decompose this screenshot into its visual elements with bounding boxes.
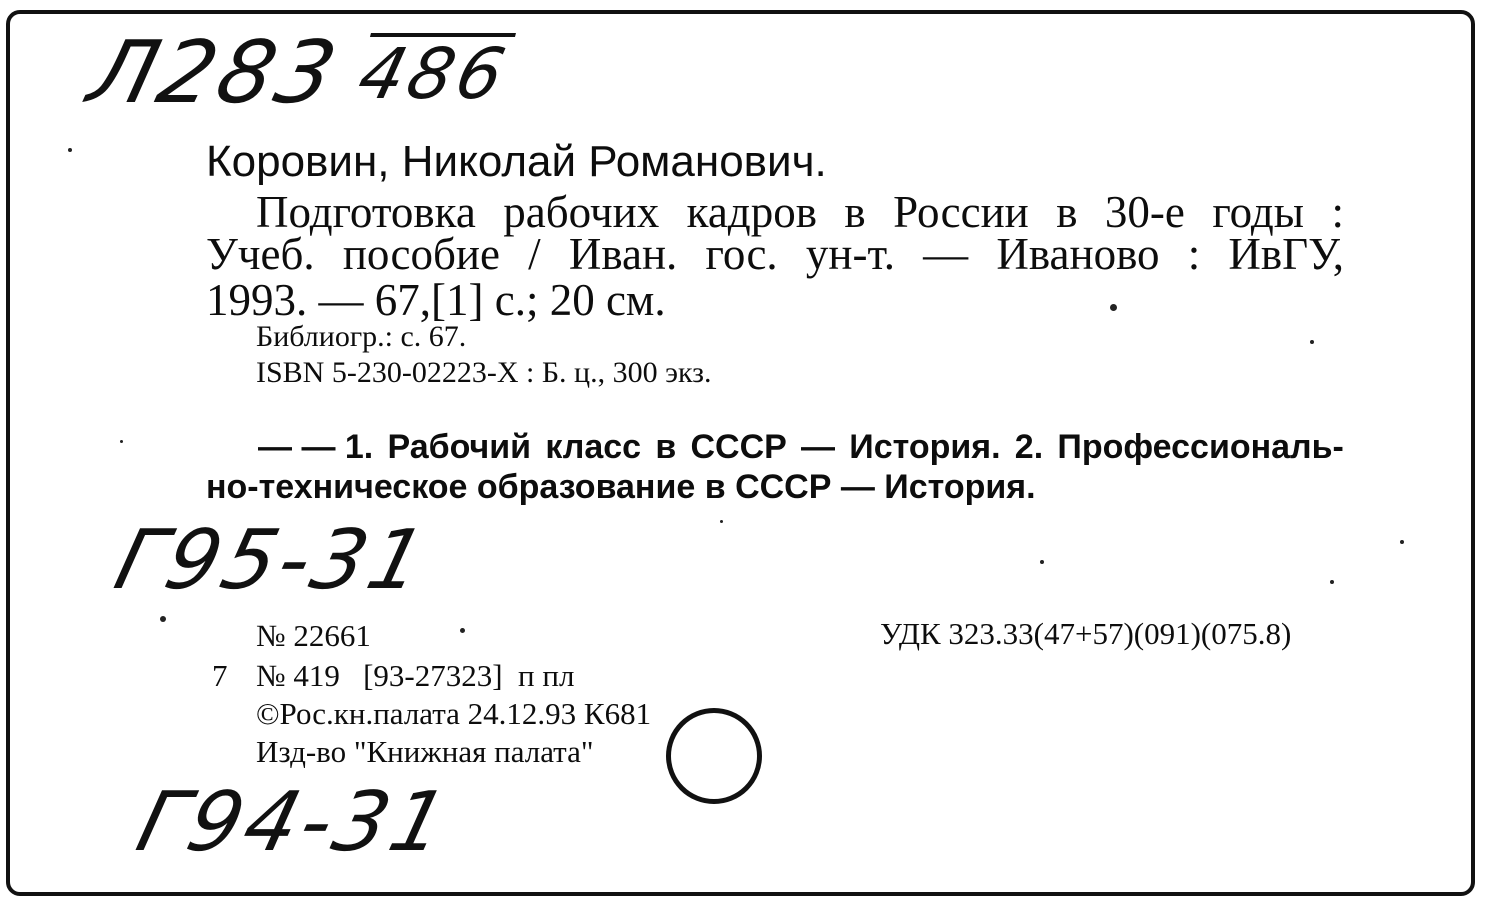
title-line-1-word: годы [1212,187,1305,237]
title-line-2-word: гос. [705,229,778,279]
title-line-2-word: Учеб. [206,229,315,279]
title-line-1-word: рабочих [503,187,660,237]
scan-speck [120,440,123,443]
title-line-1-word: в [844,187,866,237]
handwritten-fraction: 486 [350,33,517,115]
bibliography-note: Библиогр.: с. 67. [256,320,467,353]
handwritten-shelf-mark: Л283 [79,23,350,123]
subjects-line-2: но-техническое образование в СССР — История. [206,468,1036,506]
scan-speck [160,616,166,622]
scan-speck [720,520,723,523]
order-line: № 419 [93-27323] п пл [256,658,575,693]
scan-speck [1330,580,1334,584]
title-line-2-word: — [923,229,969,279]
scan-speck [1040,560,1044,564]
subjects-line-1-word: в [655,428,677,466]
line-number-prefix: 7 [212,658,228,693]
title-line-2-word: пособие [342,229,500,279]
subjects-line-1-word: СССР [690,428,787,466]
author-heading: Коровин, Николай Романович. [206,137,827,186]
subjects-line-1-word: 2. [1014,428,1044,466]
punch-hole-circle [666,708,762,804]
handwritten-middle-code: Г95-31 [106,513,438,608]
subjects-line-1-word: класс [545,428,642,466]
title-line-1-word: : [1331,187,1344,237]
subjects-line-1-word: — [801,428,836,466]
scan-speck [1310,340,1314,344]
title-line-1-word: кадров [686,187,817,237]
scan-speck [1400,540,1404,544]
title-line-1-word: в [1056,187,1078,237]
scan-speck [460,628,465,633]
title-line-1-word: России [893,187,1029,237]
subjects-line-1-word: Рабочий [387,428,532,466]
title-line-2-word: : [1187,229,1201,279]
isbn-note: ISBN 5-230-02223-X : Б. ц., 300 экз. [256,356,712,389]
publisher-line: Изд-во "Книжная палата" [256,734,594,769]
card-number: № 22661 [256,618,371,653]
title-line-2-word: Иваново [996,229,1160,279]
subjects-line-1-word: — — 1. [258,428,374,466]
subjects-line-1 [258,430,1344,464]
handwritten-bottom-code: Г94-31 [128,775,460,870]
scan-speck [68,148,72,152]
title-line-2-word: ун-т. [805,229,895,279]
copyright-line: ©Рос.кн.палата 24.12.93 К681 [256,696,652,731]
title-line-2-word: / [528,229,541,279]
title-line-2-word: Иван. [568,229,678,279]
title-line-3: 1993. — 67,[1] с.; 20 см. [206,275,666,325]
subjects-line-1-word: Профессиональ- [1057,428,1344,466]
handwritten-top-number [79,23,517,123]
title-line-1-word: 30-е [1104,187,1185,237]
title-line-2-word: ИвГУ, [1228,229,1344,279]
udk-code: УДК 323.33(47+57)(091)(075.8) [880,616,1292,651]
title-line-2 [206,229,1344,279]
subjects-line-1-word: История. [849,428,1001,466]
scan-speck [1110,304,1117,311]
title-line-1-word: Подготовка [256,187,476,237]
